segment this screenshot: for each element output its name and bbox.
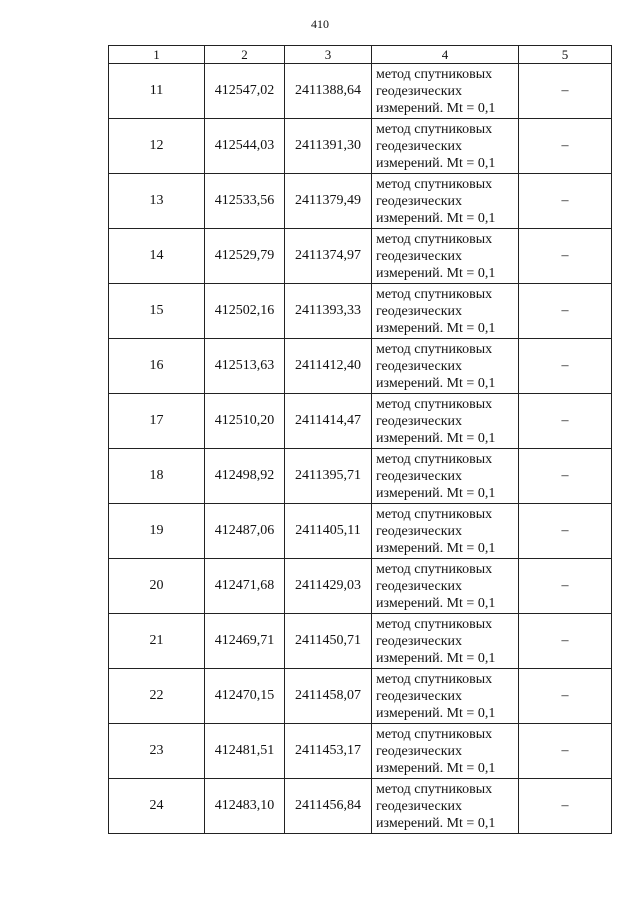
method-line: измерений. Mt = 0,1 <box>376 211 496 226</box>
point-number-cell: 19 <box>109 504 205 559</box>
method-cell <box>372 449 519 504</box>
column-header-3: 3 <box>285 46 372 64</box>
method-line: измерений. Mt = 0,1 <box>376 321 496 336</box>
y-coordinate-cell: 2411458,07 <box>285 669 372 724</box>
method-line: измерений. Mt = 0,1 <box>376 596 496 611</box>
column-5-cell: – <box>519 669 612 724</box>
method-line: геодезических <box>376 744 463 759</box>
method-cell <box>372 669 519 724</box>
table-row <box>109 119 612 174</box>
method-cell <box>372 724 519 779</box>
table-row <box>109 669 612 724</box>
x-coordinate-cell: 412502,16 <box>205 284 285 339</box>
method-line: метод спутниковых <box>376 617 493 632</box>
y-coordinate-cell: 2411429,03 <box>285 559 372 614</box>
method-cell <box>372 559 519 614</box>
method-line: геодезических <box>376 469 463 484</box>
table-row <box>109 64 612 119</box>
method-line: геодезических <box>376 139 463 154</box>
method-line: метод спутниковых <box>376 67 493 82</box>
method-line: измерений. Mt = 0,1 <box>376 816 496 831</box>
y-coordinate-cell: 2411414,47 <box>285 394 372 449</box>
method-line: геодезических <box>376 579 463 594</box>
table-header-row <box>109 46 612 64</box>
point-number-cell: 12 <box>109 119 205 174</box>
table-row <box>109 504 612 559</box>
method-line: метод спутниковых <box>376 727 493 742</box>
column-5-cell: – <box>519 394 612 449</box>
page-number: 410 <box>311 17 329 31</box>
method-line: метод спутниковых <box>376 232 493 247</box>
method-cell <box>372 119 519 174</box>
y-coordinate-cell: 2411450,71 <box>285 614 372 669</box>
y-coordinate-cell: 2411388,64 <box>285 64 372 119</box>
x-coordinate-cell: 412544,03 <box>205 119 285 174</box>
x-coordinate-cell: 412498,92 <box>205 449 285 504</box>
method-line: геодезических <box>376 84 463 99</box>
y-coordinate-cell: 2411453,17 <box>285 724 372 779</box>
method-line: измерений. Mt = 0,1 <box>376 376 496 391</box>
column-5-cell: – <box>519 779 612 834</box>
method-line: геодезических <box>376 689 463 704</box>
x-coordinate-cell: 412487,06 <box>205 504 285 559</box>
column-5-cell: – <box>519 724 612 779</box>
table-body <box>109 64 612 834</box>
y-coordinate-cell: 2411379,49 <box>285 174 372 229</box>
method-line: измерений. Mt = 0,1 <box>376 651 496 666</box>
method-line: геодезических <box>376 799 463 814</box>
method-line: метод спутниковых <box>376 122 493 137</box>
method-line: измерений. Mt = 0,1 <box>376 706 496 721</box>
method-line: геодезических <box>376 524 463 539</box>
y-coordinate-cell: 2411395,71 <box>285 449 372 504</box>
method-line: измерений. Mt = 0,1 <box>376 541 496 556</box>
x-coordinate-cell: 412510,20 <box>205 394 285 449</box>
method-cell <box>372 504 519 559</box>
point-number-cell: 11 <box>109 64 205 119</box>
method-line: измерений. Mt = 0,1 <box>376 761 496 776</box>
point-number-cell: 14 <box>109 229 205 284</box>
column-5-cell: – <box>519 504 612 559</box>
method-line: измерений. Mt = 0,1 <box>376 156 496 171</box>
method-line: метод спутниковых <box>376 452 493 467</box>
x-coordinate-cell: 412469,71 <box>205 614 285 669</box>
method-line: метод спутниковых <box>376 507 493 522</box>
x-coordinate-cell: 412529,79 <box>205 229 285 284</box>
x-coordinate-cell: 412547,02 <box>205 64 285 119</box>
x-coordinate-cell: 412481,51 <box>205 724 285 779</box>
table-row <box>109 174 612 229</box>
method-line: геодезических <box>376 359 463 374</box>
table-row <box>109 614 612 669</box>
table-row <box>109 724 612 779</box>
method-cell <box>372 339 519 394</box>
method-cell <box>372 284 519 339</box>
method-line: метод спутниковых <box>376 287 493 302</box>
x-coordinate-cell: 412533,56 <box>205 174 285 229</box>
point-number-cell: 13 <box>109 174 205 229</box>
column-5-cell: – <box>519 614 612 669</box>
method-line: метод спутниковых <box>376 177 493 192</box>
point-number-cell: 21 <box>109 614 205 669</box>
method-line: метод спутниковых <box>376 562 493 577</box>
point-number-cell: 16 <box>109 339 205 394</box>
method-line: измерений. Mt = 0,1 <box>376 486 496 501</box>
method-cell <box>372 174 519 229</box>
column-5-cell: – <box>519 284 612 339</box>
method-line: метод спутниковых <box>376 342 493 357</box>
method-cell <box>372 779 519 834</box>
x-coordinate-cell: 412470,15 <box>205 669 285 724</box>
column-5-cell: – <box>519 229 612 284</box>
x-coordinate-cell: 412483,10 <box>205 779 285 834</box>
table-row <box>109 449 612 504</box>
column-5-cell: – <box>519 449 612 504</box>
method-line: метод спутниковых <box>376 782 493 797</box>
x-coordinate-cell: 412471,68 <box>205 559 285 614</box>
point-number-cell: 15 <box>109 284 205 339</box>
column-header-4: 4 <box>372 46 519 64</box>
table-row <box>109 394 612 449</box>
method-line: метод спутниковых <box>376 672 493 687</box>
method-cell <box>372 64 519 119</box>
point-number-cell: 24 <box>109 779 205 834</box>
method-line: геодезических <box>376 249 463 264</box>
y-coordinate-cell: 2411405,11 <box>285 504 372 559</box>
y-coordinate-cell: 2411374,97 <box>285 229 372 284</box>
method-line: метод спутниковых <box>376 397 493 412</box>
column-5-cell: – <box>519 64 612 119</box>
method-cell <box>372 614 519 669</box>
column-header-1: 1 <box>109 46 205 64</box>
table-row <box>109 229 612 284</box>
point-number-cell: 22 <box>109 669 205 724</box>
method-line: геодезических <box>376 634 463 649</box>
point-number-cell: 20 <box>109 559 205 614</box>
point-number-cell: 17 <box>109 394 205 449</box>
point-number-cell: 18 <box>109 449 205 504</box>
table-row <box>109 339 612 394</box>
method-cell <box>372 229 519 284</box>
column-5-cell: – <box>519 174 612 229</box>
y-coordinate-cell: 2411393,33 <box>285 284 372 339</box>
column-5-cell: – <box>519 339 612 394</box>
column-header-5: 5 <box>519 46 612 64</box>
column-header-2: 2 <box>205 46 285 64</box>
column-5-cell: – <box>519 119 612 174</box>
x-coordinate-cell: 412513,63 <box>205 339 285 394</box>
method-line: геодезических <box>376 414 463 429</box>
table-row <box>109 284 612 339</box>
coordinates-table <box>108 45 612 834</box>
table-row <box>109 559 612 614</box>
y-coordinate-cell: 2411391,30 <box>285 119 372 174</box>
method-line: геодезических <box>376 304 463 319</box>
y-coordinate-cell: 2411412,40 <box>285 339 372 394</box>
method-line: геодезических <box>376 194 463 209</box>
method-line: измерений. Mt = 0,1 <box>376 431 496 446</box>
column-5-cell: – <box>519 559 612 614</box>
method-cell <box>372 394 519 449</box>
point-number-cell: 23 <box>109 724 205 779</box>
method-line: измерений. Mt = 0,1 <box>376 101 496 116</box>
table-row <box>109 779 612 834</box>
method-line: измерений. Mt = 0,1 <box>376 266 496 281</box>
y-coordinate-cell: 2411456,84 <box>285 779 372 834</box>
